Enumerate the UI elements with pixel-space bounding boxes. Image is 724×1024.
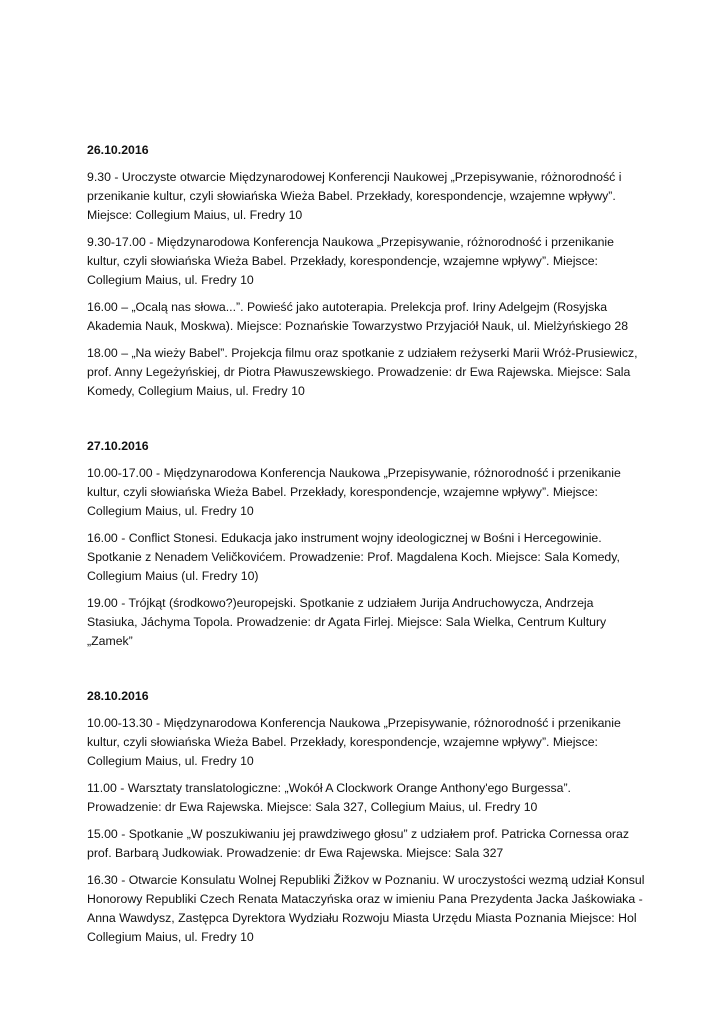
event-item: 9.30-17.00 - Międzynarodowa Konferencja Naukowa „Przepisywanie, różnorodność i przenikanie kultur, czyli słowiańska Wieża Babel. Przekłady, korespondencje, wzajemne wpływy”. Miejsce: Collegium Maius, ul. Fredry 10 <box>87 235 615 287</box>
document-page <box>87 142 647 947</box>
event-item: 11.00 - Warsztaty translatologiczne: „Wokół A Clockwork Orange Anthony'ego Burgessa”. Prowadzenie: dr Ewa Rajewska. Miejsce: Sala 327, Collegium Maius, ul. Fredry 10 <box>87 781 571 814</box>
event-item: 16.00 – „Ocalą nas słowa...”. Powieść jako autoterapia. Prelekcja prof. Iriny Adelgejm (Rosyjska Akademia Nauk, Moskwa). Miejsce: Poznańskie Towarzystwo Przyjaciół Nauk, ul. Mielżyńskiego 28 <box>87 300 629 333</box>
event-item: 18.00 – „Na wieży Babel”. Projekcja filmu oraz spotkanie z udziałem reżyserki Marii Wróż-Prusiewicz, prof. Anny Legeżyńskiej, dr Piotra Pławuszewskiego. Prowadzenie: dr Ewa Rajewska. Miejsce: Sala Komedy, Collegium Maius, ul. Fredry 10 <box>87 346 638 398</box>
event-item: 16.00 - Conflict Stonesi. Edukacja jako instrument wojny ideologicznej w Bośni i Hercegowinie. Spotkanie z Nenadem Veličkovićem. Prowadzenie: Prof. Magdalena Koch. Miejsce: Sala Komedy, Collegium Maius (ul. Fredry 10) <box>87 531 620 583</box>
day-date: 28.10.2016 <box>87 689 149 703</box>
event-item: 16.30 - Otwarcie Konsulatu Wolnej Republiki Žižkov w Poznaniu. W uroczystości wezmą udział Konsul Honorowy Republiki Czech Renata Mataczyńska oraz w imieniu Pana Prezydenta Jacka Jaśkowiaka - Anna Wawdysz, Zastępca Dyrektora Wydziału Rozwoju Miasta Urzędu Miasta Poznania Miejsce: Hol Collegium Maius, ul. Fredry 10 <box>87 873 645 944</box>
event-item: 10.00-17.00 - Międzynarodowa Konferencja Naukowa „Przepisywanie, różnorodność i przenikanie kultur, czyli słowiańska Wieża Babel. Przekłady, korespondencje, wzajemne wpływy”. Miejsce: Collegium Maius, ul. Fredry 10 <box>87 466 621 518</box>
day-section-26-10 <box>87 142 647 401</box>
event-item: 15.00 - Spotkanie „W poszukiwaniu jej prawdziwego głosu” z udziałem prof. Patricka Cornessa oraz prof. Barbarą Judkowiak. Prowadzenie: dr Ewa Rajewska. Miejsce: Sala 327 <box>87 827 629 860</box>
day-date: 26.10.2016 <box>87 143 149 157</box>
event-item: 19.00 - Trójkąt (środkowo?)europejski. Spotkanie z udziałem Jurija Andruchowycza, Andrzeja Stasiuka, Jáchyma Topola. Prowadzenie: dr Agata Firlej. Miejsce: Sala Wielka, Centrum Kultury „Zamek” <box>87 596 607 648</box>
day-section-27-10 <box>87 438 647 651</box>
day-date: 27.10.2016 <box>87 439 149 453</box>
event-item: 9.30 - Uroczyste otwarcie Międzynarodowej Konferencji Naukowej „Przepisywanie, różnorodność i przenikanie kultur, czyli słowiańska Wieża Babel. Przekłady, korespondencje, wzajemne wpływy”. Miejsce: Collegium Maius, ul. Fredry 10 <box>87 170 622 222</box>
day-section-28-10 <box>87 688 647 947</box>
event-item: 10.00-13.30 - Międzynarodowa Konferencja Naukowa „Przepisywanie, różnorodność i przenikanie kultur, czyli słowiańska Wieża Babel. Przekłady, korespondencje, wzajemne wpływy”. Miejsce: Collegium Maius, ul. Fredry 10 <box>87 716 621 768</box>
